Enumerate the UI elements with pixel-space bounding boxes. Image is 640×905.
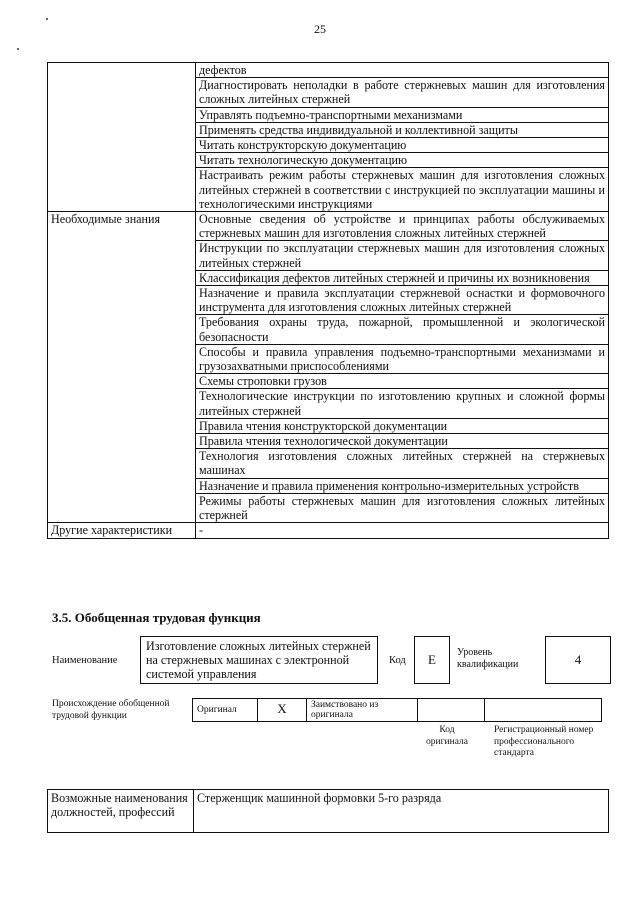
level-box [545,636,611,684]
row-text: Настраивать режим работы стержневых машин для изготовления сложных литейных стержней в соответствии с инструкцией по эксплуатации машины и технологическими инструкциями [196,168,609,212]
row-text: Технологические инструкции по изготовлению крупных и сложной формы литейных стержней [196,389,609,418]
other-row [48,523,609,538]
level-label: Уровень квалификации [457,647,519,670]
section-title: 3.5. Обобщенная трудовая функция [52,610,261,625]
origin-label: Происхождение обобщенной трудовой функции [52,699,170,721]
row-text: Управлять подъемно-транспортными механизмами [196,107,609,122]
name-label: Наименование [52,655,118,666]
code-original-label: Код оригинала [426,725,468,747]
row-text: дефектов [196,63,609,78]
row-text: Диагностировать неполадки в работе стержневых машин для изготовления сложных литейных стержней [196,78,609,107]
original-mark: X [277,700,287,716]
row-text: - [196,523,609,538]
original-label-cell [193,699,258,722]
row-text: Технология изготовления сложных литейных стержней на стержневых машинах [196,449,609,478]
scan-speck [17,48,19,50]
row-text: Правила чтения конструкторской документации [196,418,609,433]
code-label: Код [389,655,406,666]
borrowed-cell [307,699,418,722]
original-label: Оригинал [197,704,237,715]
level-value: 4 [574,652,582,667]
row-text: Правила чтения технологической документации [196,434,609,449]
original-mark-cell [258,699,307,722]
skills-knowledge-table [47,62,609,539]
row-text: Читать конструкторскую документацию [196,138,609,153]
possible-names-label: Возможные наименования должностей, профессий [51,791,188,820]
page-number: 25 [314,22,326,36]
row-text: Схемы строповки грузов [196,374,609,389]
possible-names-value-cell [194,790,609,833]
scan-speck [46,18,48,20]
possible-names-label-cell [48,790,194,833]
row-text: Применять средства индивидуальной и коллективной защиты [196,122,609,137]
row-text: Основные сведения об устройстве и принципах работы обслуживаемых стержневых машин для изготовления сложных литейных стержней [196,212,609,241]
row-text: Классификация дефектов литейных стержней и причины их возникновения [196,270,609,285]
reg-number-label: Регистрационный номер профессионального стандарта [494,725,594,758]
row-label: Необходимые знания [48,212,196,523]
row-text: Способы и правила управления подъемно-транспортными механизмами и грузозахватными приспособлениями [196,344,609,373]
skill-row [48,63,609,78]
row-text: Читать технологическую документацию [196,153,609,168]
origin-table [192,698,602,722]
row-text: Назначение и правила применения контрольно-измерительных устройств [196,478,609,493]
code-value: E [428,652,436,667]
function-name: Изготовление сложных литейных стержней на стержневых машинах с электронной системой управления [146,639,371,682]
borrowed-label: Заимствовано из оригинала [311,699,379,720]
row-label-cell [48,63,196,212]
row-text: Требования охраны труда, пожарной, промышленной и экологической безопасности [196,315,609,344]
code-original-cell [418,699,485,722]
reg-number-cell [485,699,602,722]
knowledge-row [48,212,609,241]
row-text: Режимы работы стержневых машин для изготовления сложных литейных стержней [196,493,609,522]
row-label: Другие характеристики [48,523,196,538]
possible-names-value: Стерженщик машинной формовки 5-го разряда [197,791,442,805]
function-name-box [140,636,378,684]
row-text: Инструкции по эксплуатации стержневых машин для изготовления сложных литейных стержней [196,241,609,270]
row-text: Назначение и правила эксплуатации стержневой оснастки и формовочного инструмента для изготовления сложных литейных стержней [196,286,609,315]
code-box [414,636,450,684]
possible-names-table [47,789,609,833]
